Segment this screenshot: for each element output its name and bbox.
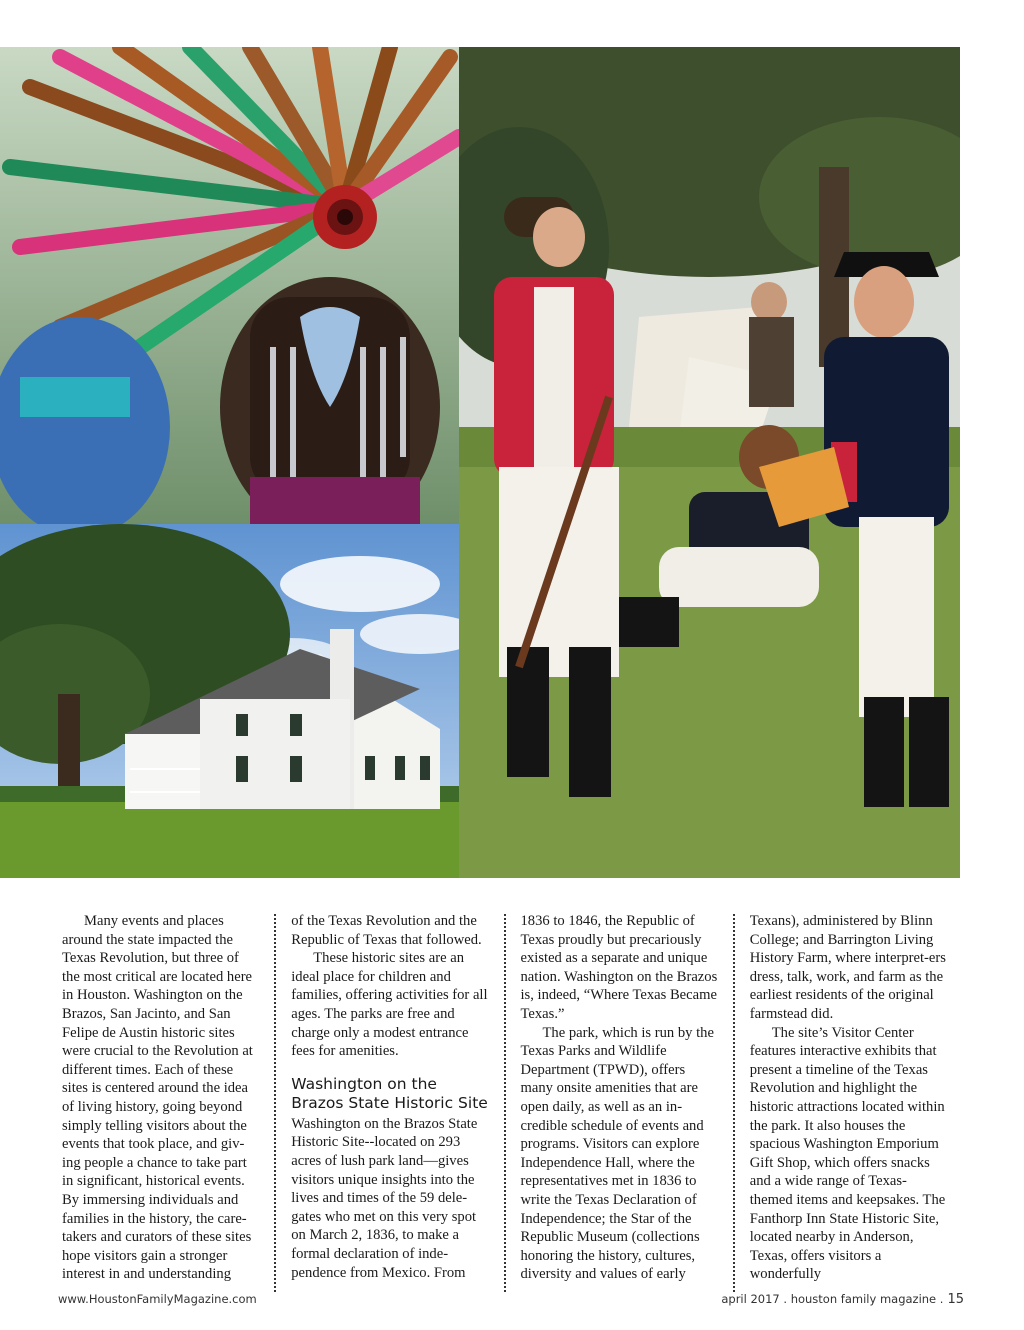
article-column-4: [733, 912, 962, 1292]
reenactors-photo: [459, 47, 960, 878]
article-column-3: [504, 912, 733, 1292]
paragraph: Many events and places around the state impacted the Texas Revolution, but three of the most critical are located here in Houston. Washington on the Brazos, San Jacinto, and San Felipe de Austin historic sites were crucial to the Revolution at different times. Each of these sites is centered around the idea of living history, going beyond simply telling visitors about the events that took place, and giv-ing people a chance to take part in significant, historical events. By immersing individuals and families in the history, the care-takers and curators of these sites hope visitors gain a stronger interest in and understanding: [62, 913, 253, 1283]
paragraph: 1836 to 1846, the Republic of Texas proudly but precariously existed as a separate and unique nation. Washington on the Brazos is, indeed, “Where Texas Became Texas.”: [520, 913, 718, 1022]
paragraph: Texans), administered by Blinn College; and Barrington Living History Farm, where interpret-ers dress, talk, work, and farm as the earliest residents of the original farmstead did.: [749, 913, 946, 1022]
paragraph: The site’s Visitor Center features interactive exhibits that present a timeline of the Texas Revolution and highlight the historic attractions located within the park. It also houses the spacious Washington Emporium Gift Shop, which offers snacks and a wide range of Texas-themed items and keepsakes. The Fanthorp Inn State Historic Site, located nearby in Anderson, Texas, offers visitors a wonderfully: [749, 1024, 946, 1283]
article-column-1: [62, 912, 274, 1292]
page-footer: [721, 1292, 964, 1307]
page-number: 15: [947, 1292, 964, 1307]
website-link[interactable]: www.HoustonFamilyMagazine.com: [58, 1292, 257, 1306]
paragraph: of the Texas Revolution and the Republic of Texas that followed.: [291, 913, 482, 948]
paragraph: The park, which is run by the Texas Parks and Wildlife Department (TPWD), offers many onsite amenities that are open daily, as well as an in-credible schedule of events and programs. Visitors can explore Independence Hall, where the representatives met in 1836 to write the Texas Declaration of Independence; the Star of the Republic Museum (collections honoring the history, cultures, diversity and values of early: [520, 1024, 714, 1283]
farmhouse-photo: [0, 524, 459, 878]
article-body: [62, 912, 962, 1292]
paragraph: These historic sites are an ideal place for children and families, offering activities for all ages. The parks are free and charge only a modest entrance fees for amenities.: [291, 950, 488, 1060]
issue-label: april 2017 . houston family magazine .: [721, 1292, 944, 1306]
section-heading: Washington on the Brazos State Historic Site: [291, 1074, 488, 1112]
paragraph: Washington on the Brazos State Historic Site--located on 293 acres of lush park land—gives visitors unique insights into the lives and times of the 59 dele-gates who met on this very spot on March 2, 1836, to make a formal declaration of inde-pendence from Mexico. From: [291, 1115, 478, 1281]
article-column-2: [274, 912, 503, 1292]
dancer-photo: [0, 47, 459, 524]
